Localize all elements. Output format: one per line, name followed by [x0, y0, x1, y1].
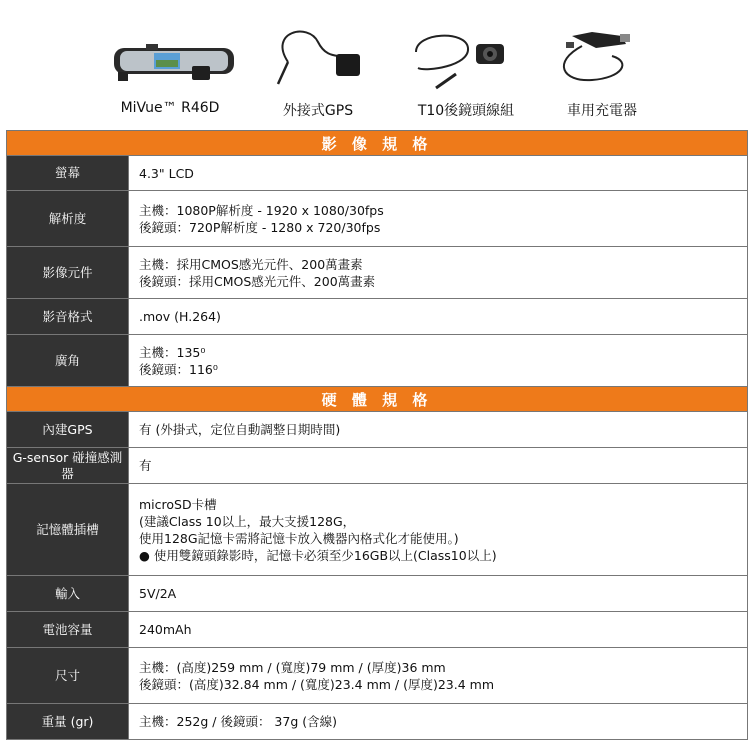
spec-label: 螢幕: [7, 156, 129, 191]
spec-row-g-sensor: [7, 448, 748, 484]
spec-label: G-sensor 碰撞感測器: [7, 448, 129, 484]
spec-row-input: [7, 576, 748, 612]
spec-row-screen: [7, 156, 748, 191]
spec-label: 記憶體插槽: [7, 484, 129, 576]
product-external-gps: [248, 22, 388, 128]
spec-row-memory-slot: [7, 484, 748, 576]
spec-value: 4.3" LCD: [129, 156, 748, 191]
product-mivue-r46d: [100, 22, 240, 128]
section-title: 硬 體 規 格: [7, 387, 748, 412]
product-name: MiVue™ R46D: [120, 100, 220, 116]
section-title: 影 像 規 格: [7, 131, 748, 156]
spec-label: 重量 (gr): [7, 704, 129, 740]
rear-view-mirror-dashcam-image: [100, 22, 240, 94]
product-name: T10後鏡頭線組: [417, 103, 515, 119]
spec-label: 廣角: [7, 335, 129, 387]
spec-label: 電池容量: [7, 612, 129, 648]
spec-row-resolution: [7, 191, 748, 247]
spec-value: 主機：(高度)259 mm / (寬度)79 mm / (厚度)36 mm 後鏡頭：(高度)32.84 mm / (寬度)23.4 mm / (厚度)23.4 mm: [129, 648, 748, 704]
spec-value: 有 (外掛式，定位自動調整日期時間): [129, 412, 748, 448]
spec-row-weight: [7, 704, 748, 740]
product-accessories-strip: [0, 0, 750, 130]
rear-camera-cable-image: [396, 22, 536, 94]
spec-value: 240mAh: [129, 612, 748, 648]
spec-label: 影音格式: [7, 299, 129, 335]
car-charger-image: [532, 22, 672, 94]
spec-row-gps: [7, 412, 748, 448]
spec-table: [6, 130, 748, 740]
spec-row-image-sensor: [7, 247, 748, 299]
spec-value: 主機：1080P解析度 - 1920 x 1080/30fps 後鏡頭：720P解析度 - 1280 x 720/30fps: [129, 191, 748, 247]
product-name: 車用充電器: [567, 103, 637, 119]
spec-row-wide-angle: [7, 335, 748, 387]
spec-label: 內建GPS: [7, 412, 129, 448]
spec-label: 解析度: [7, 191, 129, 247]
section-header-hardware-specs: [7, 387, 748, 412]
spec-value: 5V/2A: [129, 576, 748, 612]
spec-row-video-format: [7, 299, 748, 335]
product-t10-rear-camera: [396, 22, 536, 128]
spec-label: 影像元件: [7, 247, 129, 299]
spec-value: 主機：採用CMOS感光元件、200萬畫素 後鏡頭：採用CMOS感光元件、200萬畫素: [129, 247, 748, 299]
spec-label: 尺寸: [7, 648, 129, 704]
spec-row-dimensions: [7, 648, 748, 704]
gps-antenna-image: [248, 22, 388, 94]
spec-value: 主機：252g / 後鏡頭： 37g (含線): [129, 704, 748, 740]
spec-row-battery: [7, 612, 748, 648]
spec-value: 有: [129, 448, 748, 484]
spec-value: 主機：135⁰ 後鏡頭：116⁰: [129, 335, 748, 387]
product-car-charger: [532, 22, 672, 128]
product-name: 外接式GPS: [282, 103, 354, 119]
spec-value: .mov (H.264): [129, 299, 748, 335]
spec-label: 輸入: [7, 576, 129, 612]
section-header-video-specs: [7, 131, 748, 156]
spec-value: microSD卡槽 (建議Class 10以上，最大支援128G， 使用128G記憶卡需將記憶卡放入機器內格式化才能使用。) ● 使用雙鏡頭錄影時，記憶卡必須至少16GB以上(Class10以上): [129, 484, 748, 576]
